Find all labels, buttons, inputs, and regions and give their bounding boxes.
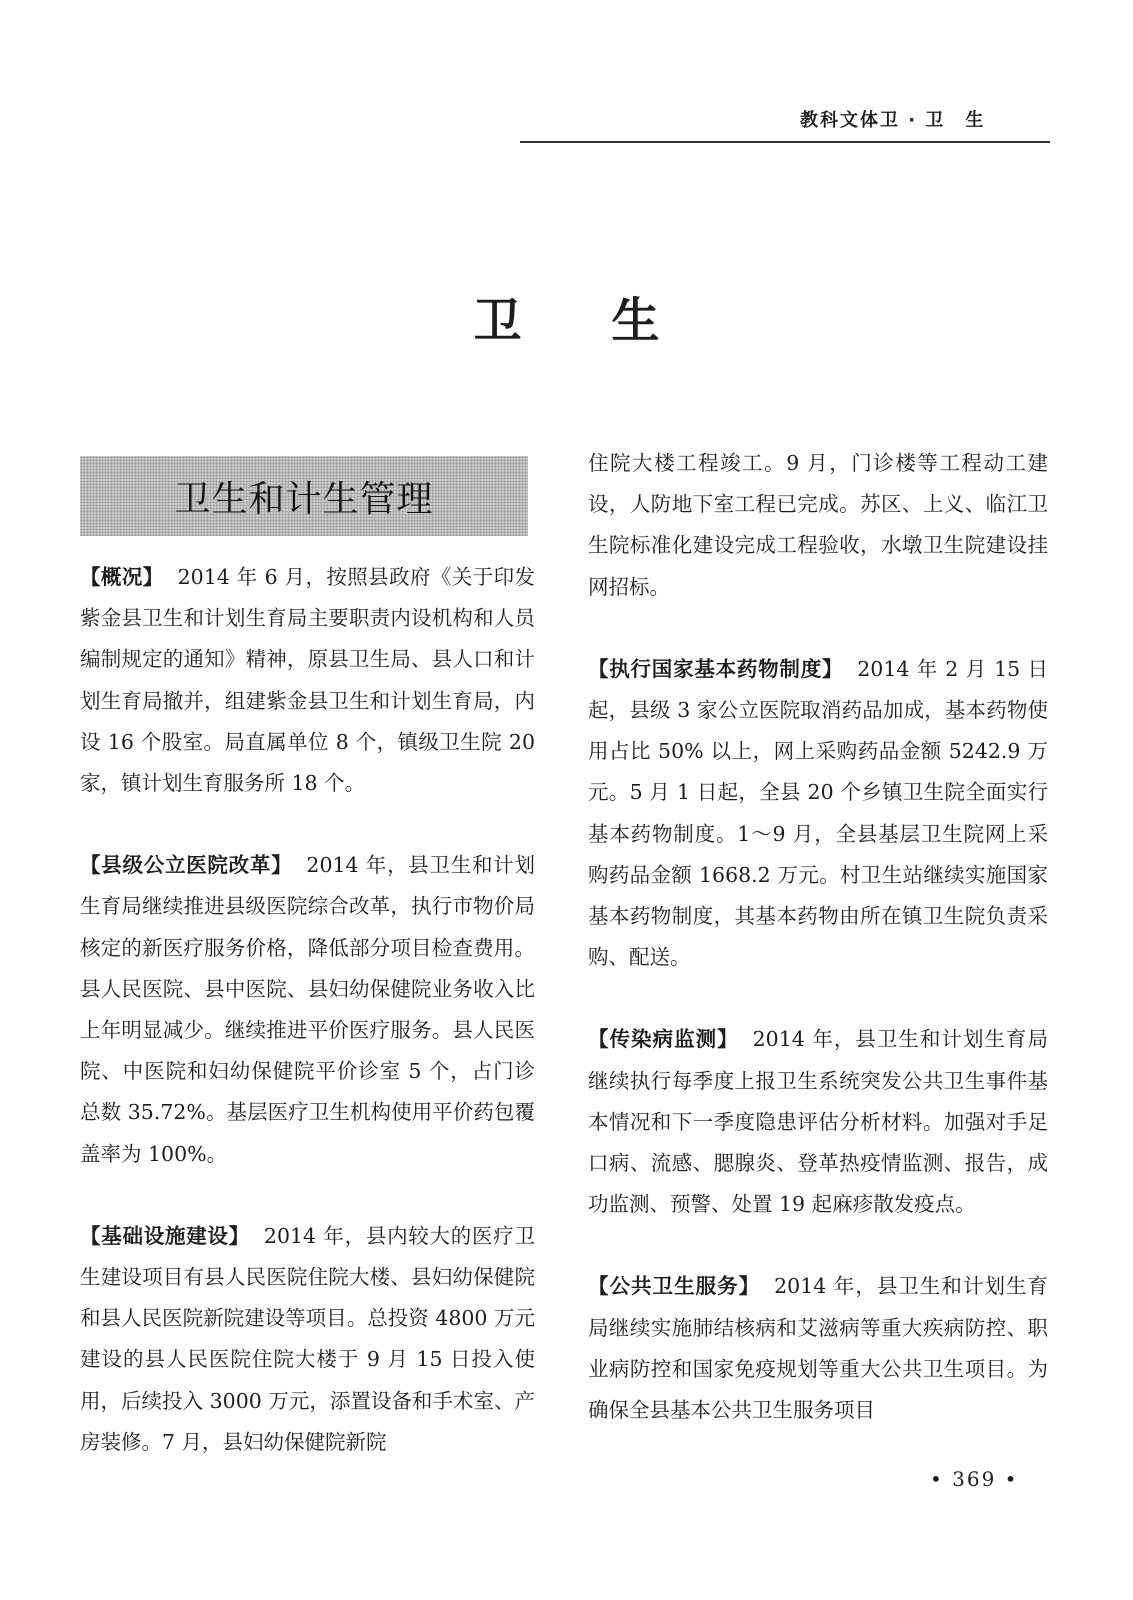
paragraph-heading: 【基础设施建设】 <box>80 1223 250 1248</box>
paragraph-heading: 【传染病监测】 <box>588 1027 739 1052</box>
paragraph-heading: 【公共卫生服务】 <box>588 1274 761 1299</box>
paragraph-disease-monitoring <box>588 1019 1048 1225</box>
paragraph-body: 2014 年，县卫生和计划生育局继续实施肺结核病和艾滋病等重大疾病防控、职业病防控和国家免疫规划等重大公共卫生项目。为确保全县基本公共卫生服务项目 <box>588 1274 1049 1423</box>
running-header: 教科文体卫 · 卫 生 <box>800 110 986 131</box>
right-column <box>588 443 1048 1431</box>
paragraph-body: 2014 年，县卫生和计划生育局继续推进县级医院综合改革，执行市物价局核定的新医疗服务价格，降低部分项目检查费用。县人民医院、县中医院、县妇幼保健院业务收入比上年明显减少。继续推进平价医疗服务。县人民医院、中医院和妇幼保健院平价诊室 5 个，占门诊总数 35.72%。基层医疗卫生机构使用平价药包覆盖率为 100%。 <box>80 853 536 1166</box>
paragraph-heading: 【县级公立医院改革】 <box>80 853 293 878</box>
section-title: 卫生和计生管理 <box>174 478 434 520</box>
paragraph-heading: 【执行国家基本药物制度】 <box>588 656 844 681</box>
section-banner <box>80 456 528 536</box>
paragraph-hospital-reform <box>80 845 535 1175</box>
paragraph-continuation <box>588 443 1048 608</box>
paragraph-body: 2014 年 2 月 15 日起，县级 3 家公立医院取消药品加成，基本药物使用占比 50% 以上，网上采购药品金额 5242.9 万元。5 月 1 日起，全县 20 个乡镇卫生院全面实行基本药物制度。1～9 月，全县基层卫生院网上采购药品金额 1668.2 万元。村卫生站继续实施国家基本药物制度，其基本药物由所在镇卫生院负责采购、配送。 <box>588 656 1048 970</box>
paragraph-overview <box>80 557 535 804</box>
paragraph-body: 2014 年，县内较大的医疗卫生建设项目有县人民医院住院大楼、县妇幼保健院和县人民医院新院建设等项目。总投资 4800 万元建设的县人民医院住院大楼于 9 月 15 日投入使用，后续投入 3000 万元，添置设备和手术室、产房装修。7 月，县妇幼保健院新院 <box>80 1223 536 1454</box>
paragraph-heading: 【概况】 <box>80 565 164 589</box>
paragraph-body: 住院大楼工程竣工。9 月，门诊楼等工程动工建设，人防地下室工程已完成。苏区、上义、临江卫生院标准化建设完成工程验收，水墩卫生院建设挂网招标。 <box>588 451 1048 599</box>
paragraph-body: 2014 年，县卫生和计划生育局继续执行每季度上报卫生系统突发公共卫生事件基本情况和下一季度隐患评估分析材料。加强对手足口病、流感、腮腺炎、登革热疫情监测、报告，成功监测、预警、处置 19 起麻疹散发疫点。 <box>588 1027 1049 1217</box>
header-rule <box>520 141 1050 143</box>
left-column <box>80 557 535 1463</box>
paragraph-essential-drugs <box>588 649 1048 979</box>
paragraph-body: 2014 年 6 月，按照县政府《关于印发紫金县卫生和计划生育局主要职责内设机构和人员编制规定的通知》精神，原县卫生局、县人口和计划生育局撤并，组建紫金县卫生和计划生育局，内设 16 个股室。局直属单位 8 个，镇级卫生院 20 家，镇计划生育服务所 18 个。 <box>80 565 536 796</box>
paragraph-infrastructure <box>80 1216 535 1463</box>
page-number: • 369 • <box>930 1467 1019 1491</box>
chapter-title: 卫生 <box>473 293 750 349</box>
paragraph-public-health <box>588 1266 1048 1431</box>
